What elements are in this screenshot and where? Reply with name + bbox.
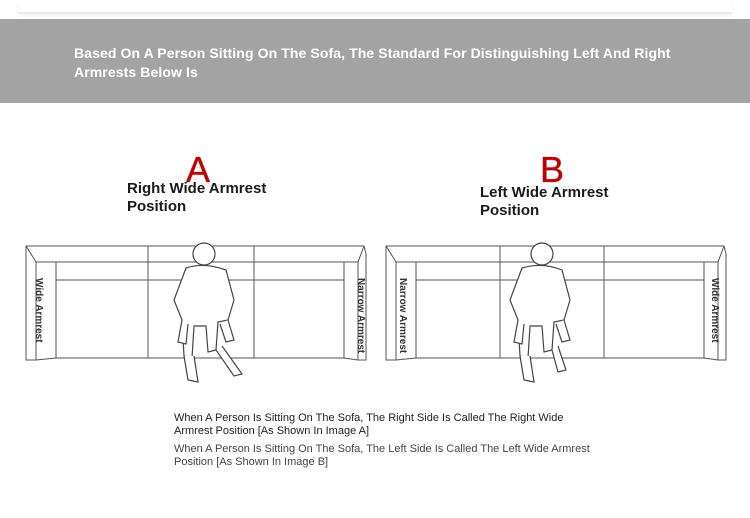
position-label-b-line1: Left Wide Armrest <box>480 184 609 201</box>
sofa-outline-a <box>22 240 372 390</box>
banner-text: Based On A Person Sitting On The Sofa, The Standard For Distinguishing Left And Right Armrests Below Is <box>74 45 671 80</box>
left-side-label-a: Wide Armrest <box>33 278 44 343</box>
image-letter-b: B <box>540 149 565 190</box>
image-letter-a: A <box>186 149 211 190</box>
note-left-rule: When A Person Is Sitting On The Sofa, The Left Side Is Called The Left Wide Armrest Position [As Shown In Image B] <box>174 443 590 468</box>
position-label-a-line1: Right Wide Armrest <box>127 180 267 197</box>
person-figure-a <box>174 243 242 382</box>
right-side-label-b: Wide Armrest <box>709 278 720 343</box>
sofa-diagram-b <box>382 150 732 390</box>
position-label-a <box>127 180 266 216</box>
position-label-b-line2: Position <box>480 202 540 219</box>
banner <box>0 19 750 103</box>
position-label-b <box>480 184 609 220</box>
note-right-rule: When A Person Is Sitting On The Sofa, The Right Side Is Called The Right Wide Armrest Position [As Shown In Image A] <box>174 412 564 437</box>
position-label-a-line2: Position <box>127 198 187 215</box>
sofa-diagram-a <box>22 150 372 390</box>
top-strip <box>18 0 732 13</box>
person-figure-b <box>510 243 570 382</box>
explanation-notes <box>174 412 594 474</box>
sofa-outline-b <box>382 240 732 390</box>
left-side-label-b: Narrow Armrest <box>397 278 408 354</box>
right-side-label-a: Narrow Armrest <box>355 278 366 354</box>
